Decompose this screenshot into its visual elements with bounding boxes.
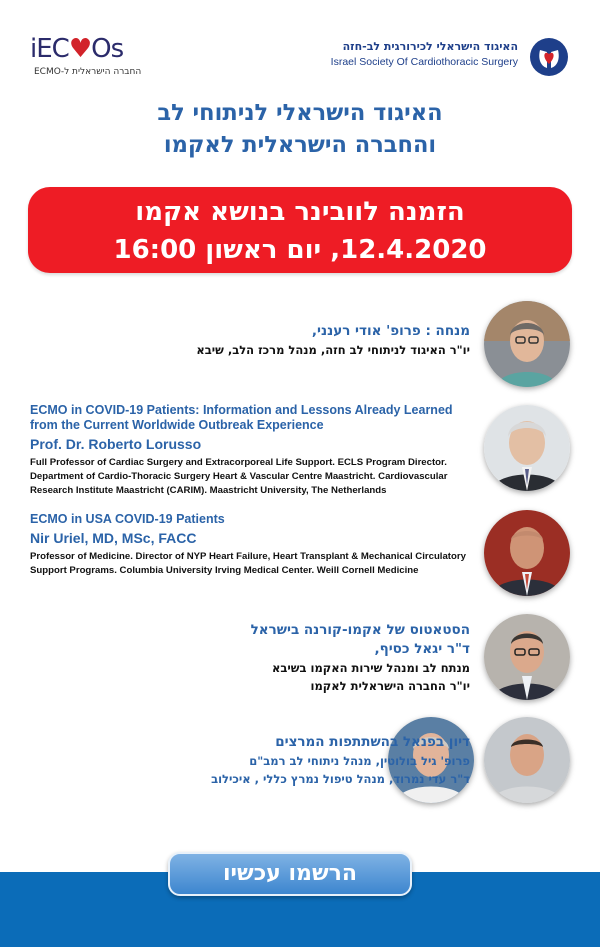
panel-line-2: ד"ר עדי נמרוד, מנהל טיפול נמרץ כללי , איכילוב xyxy=(211,772,470,786)
society-logo xyxy=(330,36,570,80)
kassif-photo xyxy=(484,614,570,700)
lorusso-talk-title: ECMO in COVID-19 Patients: Information and Lessons Already Learned from the Current Worldwide Outbreak Experience xyxy=(30,403,453,432)
page-title: האיגוד הישראלי לניתוחי לב והחברה הישראלית לאקמו xyxy=(157,100,443,158)
banner-headline: הזמנה לוובינר בנושא אקמו xyxy=(135,197,465,227)
uriel-name: Nir Uriel, MD, MSc, FACC xyxy=(30,530,197,546)
panel-info xyxy=(211,733,470,788)
kassif-line-1: מנתח לב ומנהל שירות האקמו בשיבא xyxy=(272,661,470,675)
moderator-photo xyxy=(484,301,570,387)
heart-icon: ♥ xyxy=(68,34,92,64)
uriel-talk-title: ECMO in USA COVID-19 Patients xyxy=(30,512,225,526)
lorusso-name: Prof. Dr. Roberto Lorusso xyxy=(30,436,202,452)
ecmo-logo-subtitle: החברה הישראלית ל-ECMO xyxy=(34,67,142,77)
kassif-talk-title: הסטאטוס של אקמו-קורנה בישראל xyxy=(250,622,470,638)
society-name-english: Israel Society Of Cardiothoracic Surgery xyxy=(330,56,518,68)
kassif-info xyxy=(251,621,470,695)
society-emblem-icon xyxy=(528,36,570,78)
register-now-button[interactable]: הרשמו עכשיו xyxy=(168,852,412,896)
kassif-line-2: יו"ר החברה הישראלית לאקמו xyxy=(310,679,470,693)
panel-line-1: פרופ' גיל בולוטין, מנהל ניתוחי לב רמב"ם xyxy=(249,754,470,768)
uriel-description: Professor of Medicine. Director of NYP Heart Failure, Heart Transplant & Mechanical Circulatory Support Programs. Columbia University Irving Medical Center. Weill Cornell Medicine xyxy=(30,551,466,576)
panel-title: דיון בפנאל בהשתתפות המרצים xyxy=(275,734,470,750)
ecmo-logo xyxy=(30,34,150,84)
ecmo-logo-wordmark: iEC♥Os xyxy=(30,34,124,64)
moderator-info xyxy=(196,322,470,359)
banner-date: 12.4.2020, יום ראשון 16:00 xyxy=(113,235,487,265)
moderator-name: מנחה : פרופ' אודי רענני, xyxy=(311,323,470,339)
society-name-hebrew: האיגוד הישראלי לכירורגית לב-חזה xyxy=(342,40,518,53)
lorusso-description: Full Professor of Cardiac Surgery and Extracorporeal Life Support. ECLS Program Director. Department of Cardio-Thoracic Surgery Heart & Vascular Centre Maastricht. Cardiovascular Research Institute Maastricht (CARIM). Maastricht University, The Netherlands xyxy=(30,457,448,496)
kassif-name: ד"ר יגאל כסיף, xyxy=(374,641,470,657)
lorusso-photo xyxy=(484,405,570,491)
moderator-description: יו"ר האיגוד לניתוחי לב חזה, מנהל מרכז הלב, שיבא xyxy=(196,343,470,357)
panel-photo-nimrod xyxy=(484,717,570,803)
uriel-photo xyxy=(484,510,570,596)
uriel-info xyxy=(30,512,478,578)
lorusso-info xyxy=(30,403,478,498)
webinar-date-banner xyxy=(28,187,572,273)
